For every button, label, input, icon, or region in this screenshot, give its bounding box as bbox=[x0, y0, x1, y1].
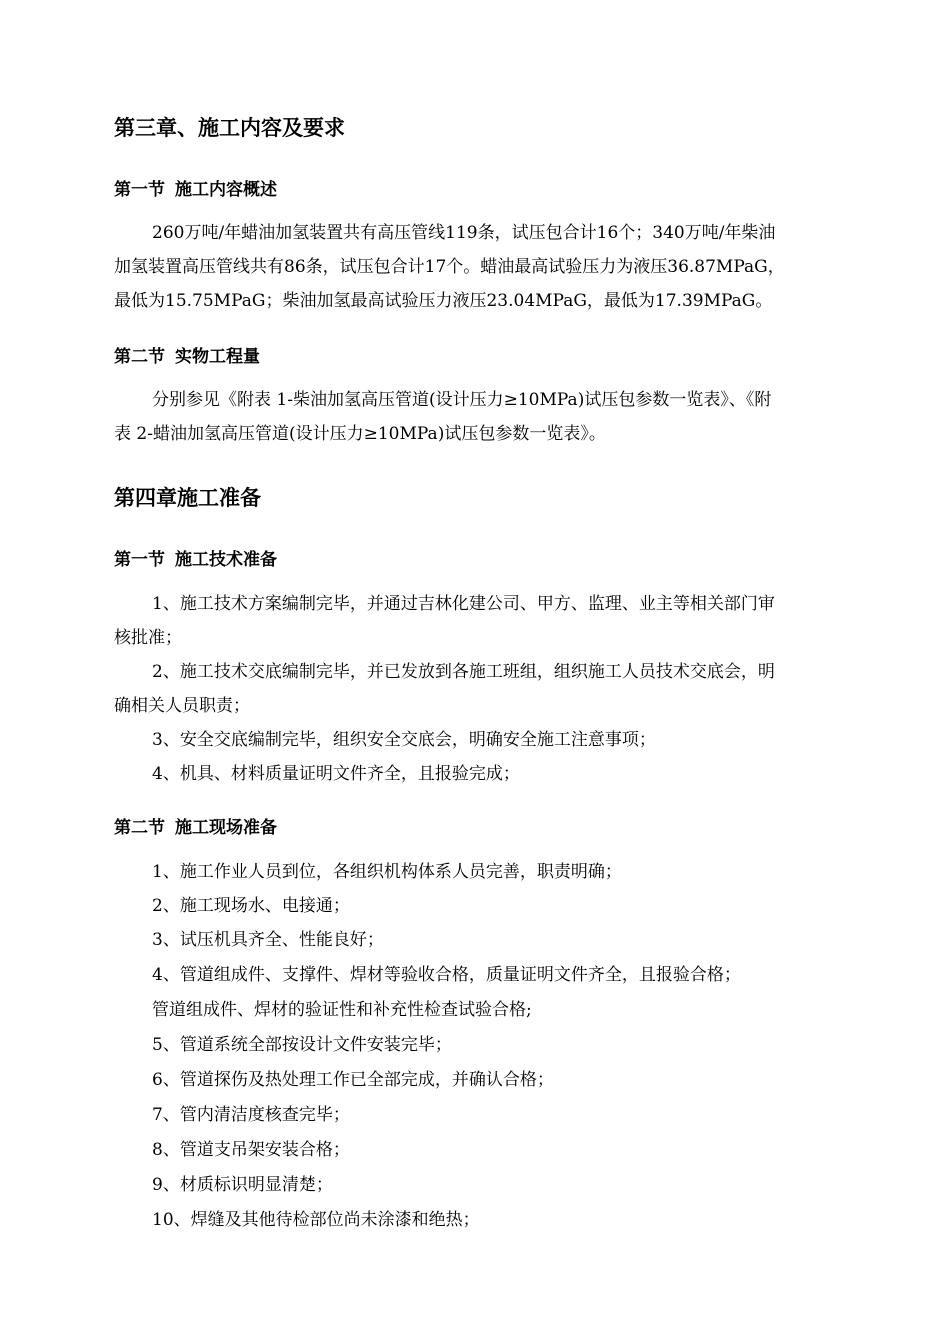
chapter-4-title: 第四章施工准备 bbox=[114, 485, 261, 510]
chapter-3-section-1-heading bbox=[114, 178, 277, 202]
list-item-line: 2、施工技术交底编制完毕，并已发放到各施工班组，组织施工人员技术交底会，明 bbox=[152, 662, 775, 682]
list-item-line: 7、管内清洁度核查完毕； bbox=[152, 1105, 350, 1125]
list-item bbox=[114, 958, 858, 992]
chapter-3-title: 第三章、施工内容及要求 bbox=[114, 115, 345, 140]
list-item bbox=[114, 1063, 858, 1097]
section-number: 第一节 bbox=[114, 550, 165, 570]
list-item bbox=[114, 1133, 858, 1167]
paragraph-line: 最低为15.75MPaG；柴油加氢最高试验压力液压23.04MPaG，最低为17.39MPaG。 bbox=[114, 291, 773, 311]
list-item bbox=[114, 1028, 858, 1062]
section-title: 施工内容概述 bbox=[175, 180, 277, 200]
list-item-line: 4、管道组成件、支撑件、焊材等验收合格，质量证明文件齐全，且报验合格； bbox=[152, 965, 741, 985]
section-number: 第二节 bbox=[114, 347, 165, 367]
list-item-line: 2、施工现场水、电接通； bbox=[152, 896, 350, 916]
section-number: 第一节 bbox=[114, 180, 165, 200]
list-item bbox=[114, 1168, 858, 1202]
list-item bbox=[114, 1203, 858, 1237]
list-item-line: 5、管道系统全部按设计文件安装完毕； bbox=[152, 1035, 452, 1055]
section-title: 施工技术准备 bbox=[175, 550, 277, 570]
list-item bbox=[114, 1098, 858, 1132]
list-item-line: 8、管道支吊架安装合格； bbox=[152, 1140, 350, 1160]
paragraph-line: 加氢装置高压管线共有86条，试压包合计17个。蜡油最高试验压力为液压36.87MPaG， bbox=[114, 257, 785, 277]
list-item-line: 确相关人员职责； bbox=[114, 696, 250, 716]
list-item bbox=[114, 587, 858, 655]
list-item-line: 3、试压机具齐全、性能良好； bbox=[152, 930, 384, 950]
paragraph-line: 表 2-蜡油加氢高压管道(设计压力≥10MPa)试压包参数一览表》。 bbox=[114, 424, 606, 444]
list-item-line: 9、材质标识明显清楚； bbox=[152, 1175, 333, 1195]
chapter-4-section-1-heading bbox=[114, 548, 277, 572]
section-title: 施工现场准备 bbox=[175, 818, 277, 838]
list-item-line: 1、施工技术方案编制完毕，并通过吉林化建公司、甲方、监理、业主等相关部门审 bbox=[152, 594, 775, 614]
list-item-line: 管道组成件、焊材的验证性和补充性检查试验合格; bbox=[152, 1000, 532, 1020]
list-item-line: 10、焊缝及其他待检部位尚未涂漆和绝热； bbox=[152, 1210, 480, 1230]
list-item-line: 6、管道探伤及热处理工作已全部完成，并确认合格； bbox=[152, 1070, 554, 1090]
list-item-line: 4、机具、材料质量证明文件齐全，且报验完成； bbox=[152, 764, 520, 784]
chapter-3-section-1-paragraph bbox=[114, 216, 858, 318]
list-item bbox=[114, 655, 858, 723]
chapter-4-section-2-heading bbox=[114, 816, 277, 840]
list-item bbox=[114, 923, 858, 957]
list-item-line: 1、施工作业人员到位，各组织机构体系人员完善，职责明确； bbox=[152, 862, 622, 882]
section-number: 第二节 bbox=[114, 818, 165, 838]
section-title: 实物工程量 bbox=[175, 347, 260, 367]
chapter-3-section-2-paragraph bbox=[114, 383, 858, 451]
list-item bbox=[114, 723, 858, 757]
list-item-line: 核批准； bbox=[114, 628, 182, 648]
chapter-3-section-2-heading bbox=[114, 345, 260, 369]
list-item bbox=[114, 855, 858, 889]
paragraph-line: 分别参见《附表 1-柴油加氢高压管道(设计压力≥10MPa)试压包参数一览表》、《附 bbox=[152, 390, 772, 410]
list-item bbox=[114, 757, 858, 791]
paragraph-line: 260万吨/年蜡油加氢装置共有高压管线119条，试压包合计16个；340万吨/年柴油 bbox=[152, 223, 776, 243]
list-item bbox=[114, 993, 858, 1027]
list-item-line: 3、安全交底编制完毕，组织安全交底会，明确安全施工注意事项； bbox=[152, 730, 656, 750]
list-item bbox=[114, 889, 858, 923]
